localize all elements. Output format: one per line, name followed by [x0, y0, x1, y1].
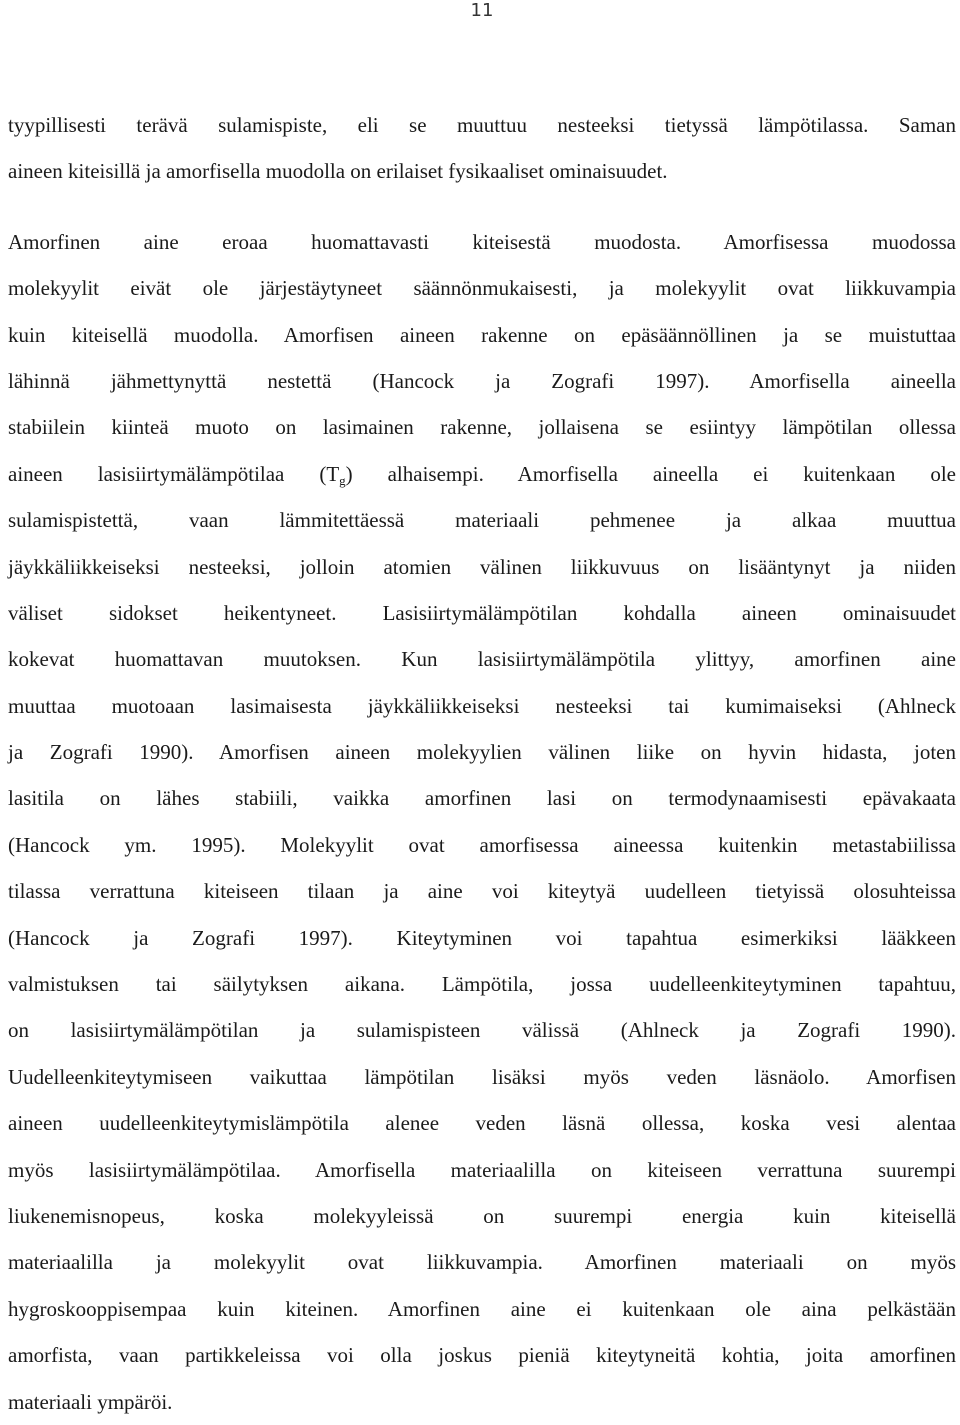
- text-line: Amorfinen aine eroaa huomattavasti kiteisestä muodosta. Amorfisessa muodossa: [8, 229, 956, 254]
- text-line: stabiilein kiinteä muoto on lasimainen rakenne, jollaisena se esiintyy lämpötilan ollessa: [8, 415, 956, 440]
- text-line: väliset sidokset heikentyneet. Lasisiirtymälämpötilan kohdalla aineen ominaisuudet: [8, 600, 956, 625]
- text-line: materiaalilla ja molekyylit ovat liikkuvampia. Amorfinen materiaali on myös: [8, 1250, 956, 1275]
- text-line-tg: [8, 451, 956, 497]
- text-line: (Hancock ja Zografi 1997). Kiteytyminen voi tapahtua esimerkiksi lääkkeen: [8, 925, 956, 950]
- text-line: ja Zografi 1990). Amorfisen aineen molekyylien välinen liike on hyvin hidasta, joten: [8, 740, 956, 765]
- text-line-last: materiaali ympäröi.: [8, 1389, 173, 1414]
- text-line: aineen uudelleenkiteytymislämpötila alenee veden läsnä ollessa, koska vesi alentaa: [8, 1111, 956, 1136]
- paragraph-2: [8, 219, 956, 1425]
- text-line: aineen kiteisillä ja amorfisella muodolla on erilaiset fysikaaliset ominaisuudet.: [8, 159, 668, 184]
- text-line: on lasisiirtymälämpötilan ja sulamispisteen välissä (Ahlneck ja Zografi 1990).: [8, 1018, 956, 1043]
- paragraph-1: [8, 102, 956, 195]
- tg-text-before: aineen lasisiirtymälämpötilaa (T: [8, 461, 340, 486]
- text-line: Uudelleenkiteytymiseen vaikuttaa lämpötilan lisäksi myös veden läsnäolo. Amorfisen: [8, 1064, 956, 1089]
- text-line: tyypillisesti terävä sulamispiste, eli se muuttuu nesteeksi tietyssä lämpötilassa. Saman: [8, 113, 956, 137]
- text-line: hygroskooppisempaa kuin kiteinen. Amorfinen aine ei kuitenkaan ole aina pelkästään: [8, 1296, 956, 1321]
- text-line: amorfista, vaan partikkeleissa voi olla joskus pieniä kiteytyneitä kohtia, joita amorfinen: [8, 1343, 956, 1368]
- text-line: jäykkäliikkeiseksi nesteeksi, jolloin atomien välinen liikkuvuus on lisääntynyt ja niiden: [8, 554, 956, 579]
- tg-subscript: g: [339, 472, 346, 488]
- text-line: muuttaa muotoaan lasimaisesta jäykkäliikkeiseksi nesteeksi tai kumimaiseksi (Ahlneck: [8, 693, 956, 718]
- text-line: lähinnä jähmettynyttä nestettä (Hancock ja Zografi 1997). Amorfisella aineella: [8, 368, 956, 393]
- text-line: (Hancock ym. 1995). Molekyylit ovat amorfisessa aineessa kuitenkin metastabiilissa: [8, 832, 956, 857]
- text-line: sulamispistettä, vaan lämmitettäessä materiaali pehmenee ja alkaa muuttua: [8, 508, 956, 533]
- text-line: liukenemisnopeus, koska molekyyleissä on suurempi energia kuin kiteisellä: [8, 1203, 956, 1228]
- text-line: kuin kiteisellä muodolla. Amorfisen aineen rakenne on epäsäännöllinen ja se muistuttaa: [8, 322, 956, 347]
- page-number: 11: [470, 0, 494, 21]
- body-text: [8, 102, 956, 1425]
- text-line: lasitila on lähes stabiili, vaikka amorfinen lasi on termodynaamisesti epävakaata: [8, 786, 956, 811]
- text-line: molekyylit eivät ole järjestäytyneet säännönmukaisesti, ja molekyylit ovat liikkuvampia: [8, 276, 956, 301]
- paragraph-gap: [8, 195, 956, 219]
- text-line: valmistuksen tai säilytyksen aikana. Lämpötila, jossa uudelleenkiteytyminen tapahtuu,: [8, 972, 956, 997]
- text-line: tilassa verrattuna kiteiseen tilaan ja aine voi kiteytyä uudelleen tietyissä olosuhteissa: [8, 879, 956, 904]
- tg-text-after: ) alhaisempi. Amorfisella aineella ei kuitenkaan ole: [345, 461, 956, 486]
- text-line: myös lasisiirtymälämpötilaa. Amorfisella materiaalilla on kiteiseen verrattuna suurempi: [8, 1157, 956, 1182]
- text-line: kokevat huomattavan muutoksen. Kun lasisiirtymälämpötila ylittyy, amorfinen aine: [8, 647, 956, 672]
